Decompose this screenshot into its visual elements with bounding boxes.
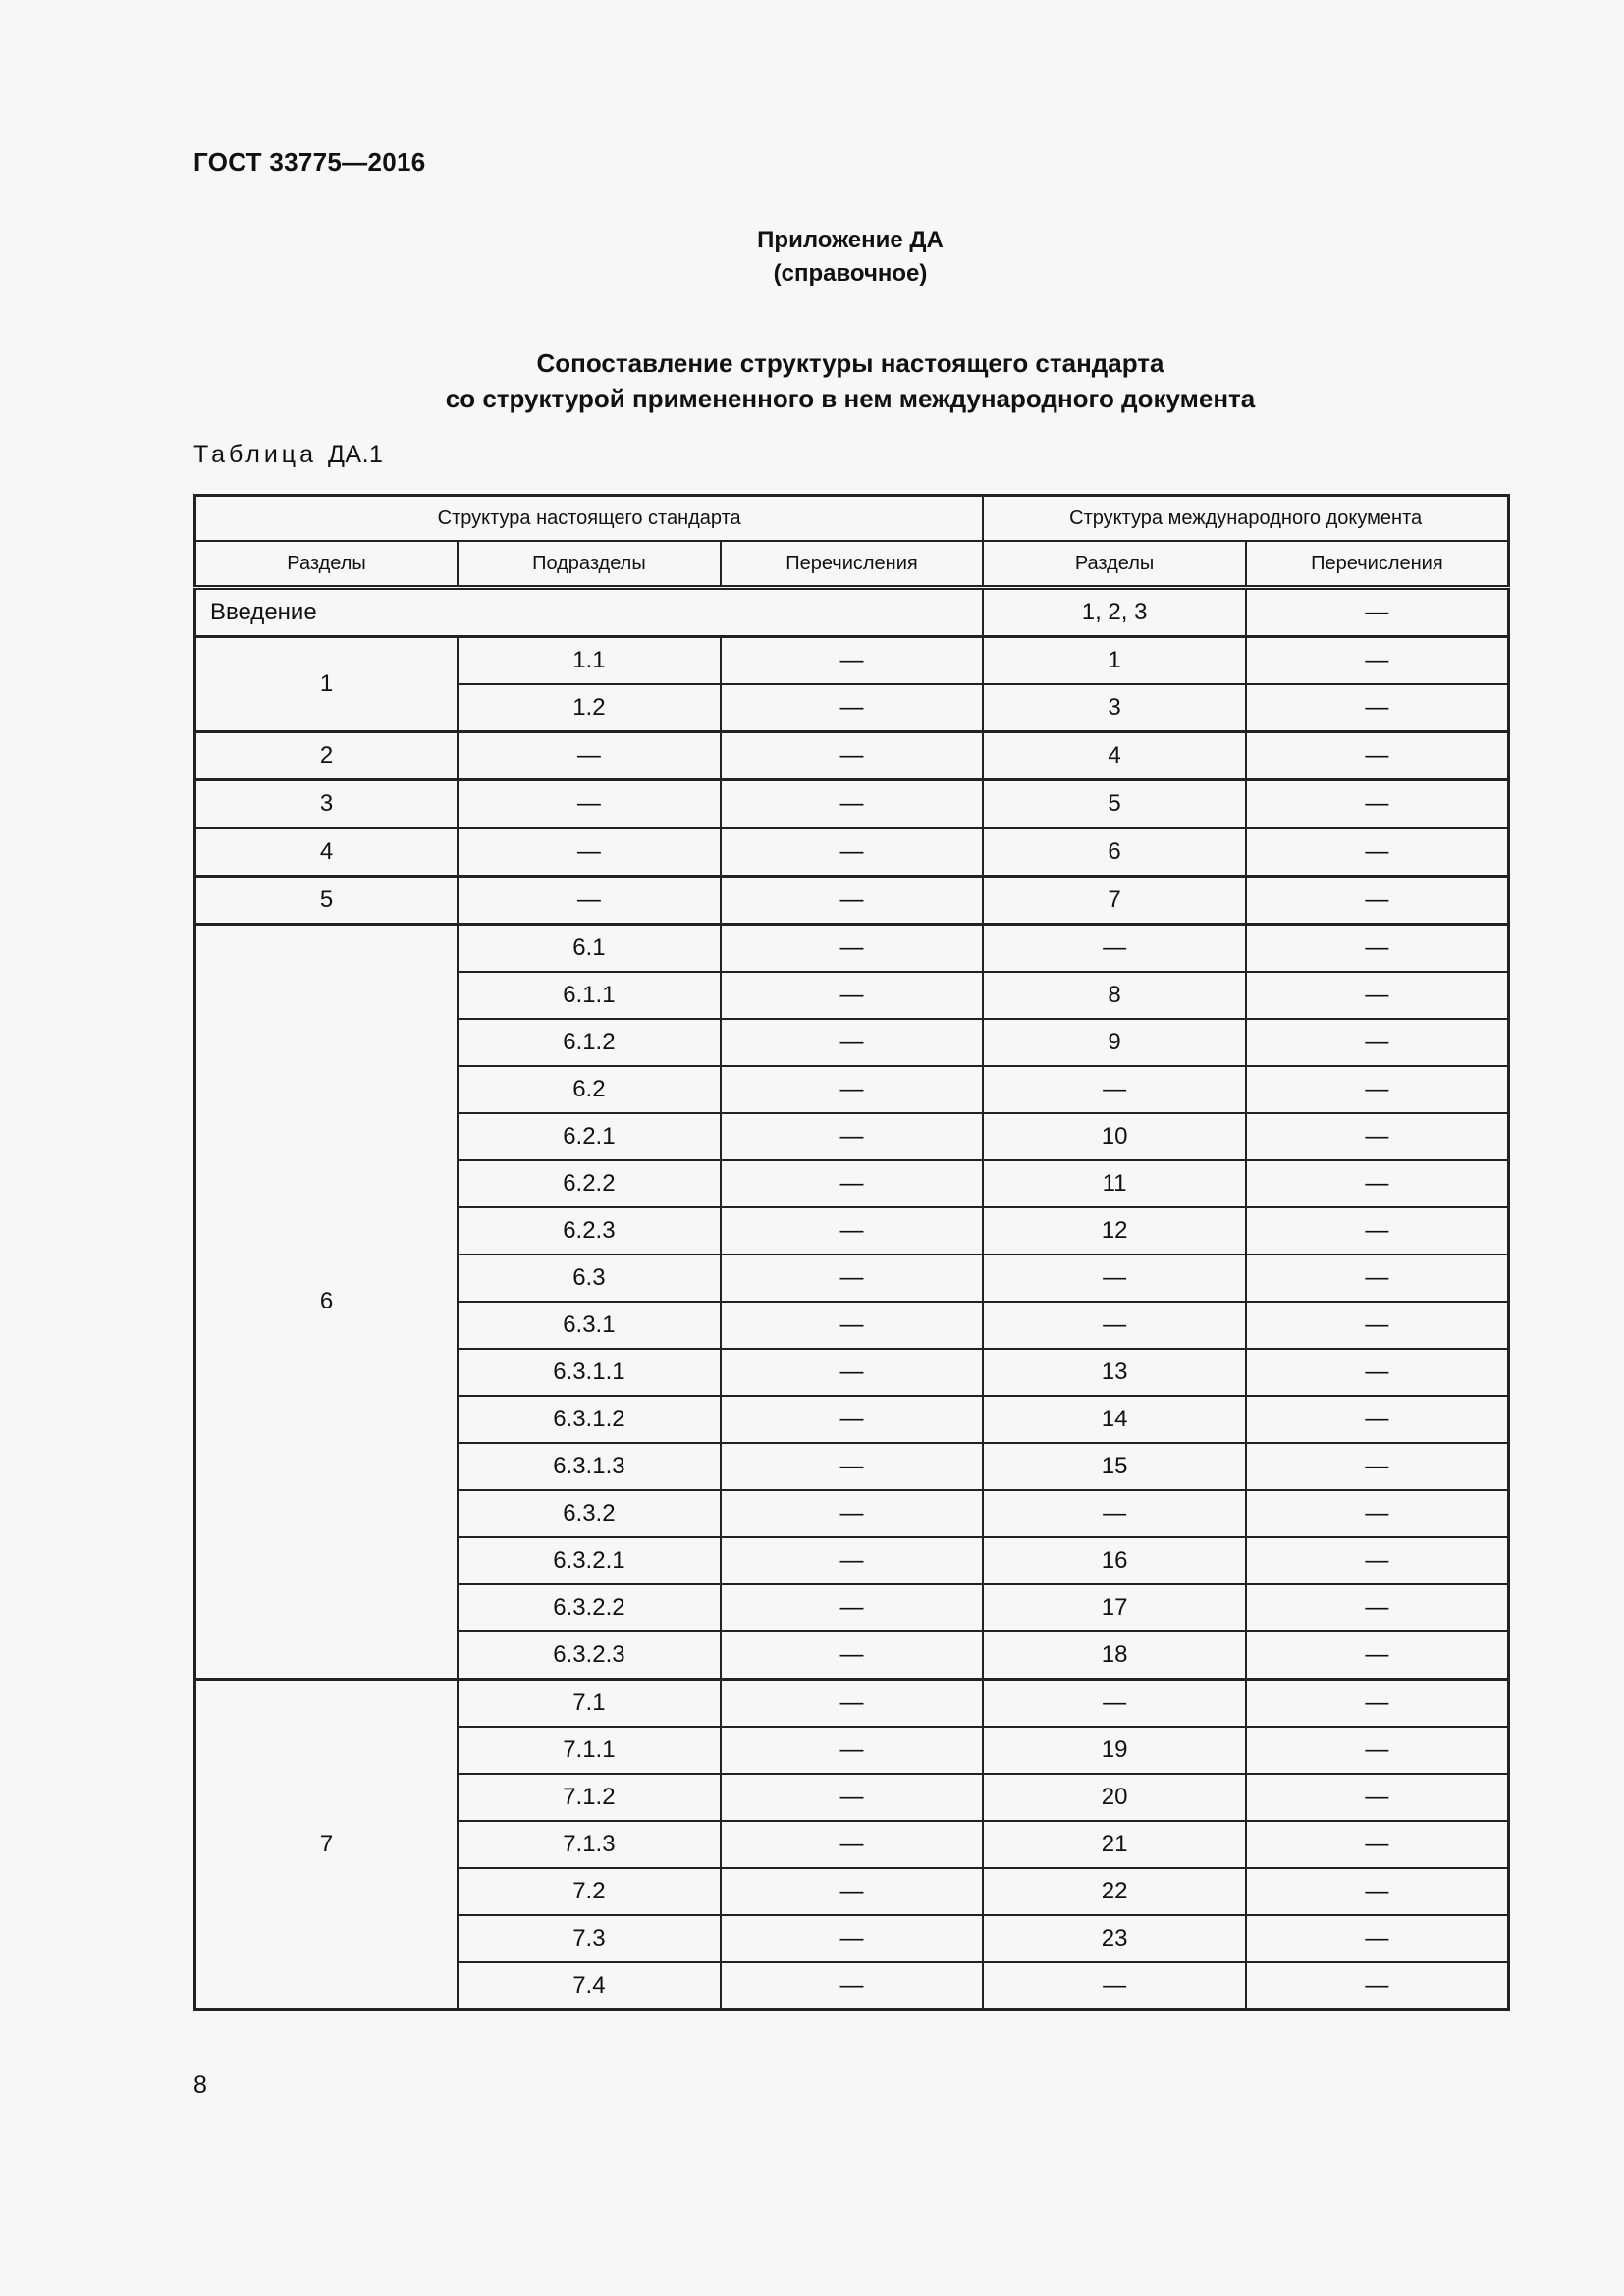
- intl-enumeration-cell: —: [1246, 1962, 1509, 2010]
- subsection-cell: 7.4: [458, 1962, 721, 2010]
- enumeration-cell: —: [721, 1066, 984, 1113]
- intl-section-cell: 17: [983, 1584, 1246, 1631]
- subsection-cell: —: [458, 877, 721, 925]
- section-cell: 1: [195, 637, 459, 732]
- group-header-international: Структура международного документа: [983, 496, 1508, 542]
- table-body: [195, 588, 1509, 2010]
- intl-section-cell: 13: [983, 1349, 1246, 1396]
- page-title-line-1: Сопоставление структуры настоящего стандарта: [536, 348, 1164, 378]
- enumeration-cell: —: [721, 1821, 984, 1868]
- intl-section-cell: 14: [983, 1396, 1246, 1443]
- table-caption-word: Таблица: [193, 441, 318, 468]
- table-row: [195, 925, 1509, 973]
- subsection-cell: 7.1.1: [458, 1727, 721, 1774]
- section-cell: 7: [195, 1680, 459, 2010]
- table-row: [195, 637, 1509, 685]
- intl-enumeration-cell: —: [1246, 1207, 1509, 1255]
- intl-enumeration-cell: —: [1246, 1915, 1509, 1962]
- intl-enumeration-cell: —: [1246, 1868, 1509, 1915]
- intl-enumeration-cell: —: [1246, 972, 1509, 1019]
- table-row: [195, 780, 1509, 828]
- section-cell: 5: [195, 877, 459, 925]
- intl-enumeration-cell: —: [1246, 1113, 1509, 1160]
- section-cell: 4: [195, 828, 459, 877]
- table-group-header-row: [195, 496, 1509, 542]
- enumeration-cell: —: [721, 1160, 984, 1207]
- intl-enumeration-cell: —: [1246, 1443, 1509, 1490]
- subsection-cell: 6.3.1.2: [458, 1396, 721, 1443]
- subsection-cell: 7.1.2: [458, 1774, 721, 1821]
- subsection-cell: 6.1.1: [458, 972, 721, 1019]
- intl-section-cell: 11: [983, 1160, 1246, 1207]
- subsection-cell: 6.2: [458, 1066, 721, 1113]
- enumeration-cell: —: [721, 1207, 984, 1255]
- column-header-intl-enumerations: Перечисления: [1246, 541, 1509, 588]
- intl-enumeration-cell: —: [1246, 1490, 1509, 1537]
- enumeration-cell: —: [721, 1774, 984, 1821]
- subsection-cell: 7.3: [458, 1915, 721, 1962]
- intl-section-cell: 15: [983, 1443, 1246, 1490]
- intl-enumeration-cell: —: [1246, 1349, 1509, 1396]
- intl-enumeration-cell: —: [1246, 1821, 1509, 1868]
- intl-section-cell: 12: [983, 1207, 1246, 1255]
- enumeration-cell: —: [721, 1915, 984, 1962]
- enumeration-cell: —: [721, 828, 984, 877]
- document-id: ГОСТ 33775—2016: [193, 147, 426, 177]
- enumeration-cell: —: [721, 1631, 984, 1680]
- subsection-cell: 6.1: [458, 925, 721, 973]
- intl-enumeration-cell: —: [1246, 1537, 1509, 1584]
- column-header-enumerations: Перечисления: [721, 541, 984, 588]
- subsection-cell: 6.2.3: [458, 1207, 721, 1255]
- intl-section-cell: 8: [983, 972, 1246, 1019]
- intl-section-cell: —: [983, 1066, 1246, 1113]
- subsection-cell: —: [458, 828, 721, 877]
- intl-enumeration-cell: —: [1246, 732, 1509, 780]
- intl-enumeration-cell: —: [1246, 877, 1509, 925]
- column-header-subsections: Подразделы: [458, 541, 721, 588]
- comparison-table: [193, 494, 1510, 2011]
- enumeration-cell: —: [721, 1490, 984, 1537]
- subsection-cell: 7.1: [458, 1680, 721, 1728]
- intl-enumeration-cell: —: [1246, 1727, 1509, 1774]
- subsection-cell: —: [458, 780, 721, 828]
- table-row: [195, 1680, 1509, 1728]
- intl-section-cell: —: [983, 1962, 1246, 2010]
- subsection-cell: 6.3: [458, 1255, 721, 1302]
- intl-section-cell: 6: [983, 828, 1246, 877]
- appendix-heading: [0, 224, 1624, 291]
- subsection-cell: 1.1: [458, 637, 721, 685]
- group-header-national: Структура настоящего стандарта: [195, 496, 984, 542]
- subsection-cell: —: [458, 732, 721, 780]
- enumeration-cell: —: [721, 1396, 984, 1443]
- intl-enumeration-cell: —: [1246, 1019, 1509, 1066]
- intl-section-cell: —: [983, 1680, 1246, 1728]
- intl-section-cell: —: [983, 1302, 1246, 1349]
- enumeration-cell: —: [721, 972, 984, 1019]
- table-row-intro: [195, 588, 1509, 637]
- intl-enumeration-cell: —: [1246, 1066, 1509, 1113]
- intl-section-cell: 16: [983, 1537, 1246, 1584]
- table-row: [195, 732, 1509, 780]
- enumeration-cell: —: [721, 1113, 984, 1160]
- intl-section-cell: 7: [983, 877, 1246, 925]
- subsection-cell: 6.3.2.3: [458, 1631, 721, 1680]
- enumeration-cell: —: [721, 637, 984, 685]
- subsection-cell: 6.3.2: [458, 1490, 721, 1537]
- intl-section-cell: —: [983, 1490, 1246, 1537]
- intl-enumeration-cell: —: [1246, 925, 1509, 973]
- enumeration-cell: —: [721, 1962, 984, 2010]
- intl-enumeration-cell: —: [1246, 828, 1509, 877]
- enumeration-cell: —: [721, 1255, 984, 1302]
- intl-section-cell: 21: [983, 1821, 1246, 1868]
- column-header-intl-sections: Разделы: [983, 541, 1246, 588]
- intl-section-cell: —: [983, 1255, 1246, 1302]
- section-cell: 6: [195, 925, 459, 1680]
- intl-enumeration-cell: —: [1246, 1302, 1509, 1349]
- intl-enumeration-cell: —: [1246, 637, 1509, 685]
- enumeration-cell: —: [721, 1727, 984, 1774]
- subsection-cell: 6.2.2: [458, 1160, 721, 1207]
- appendix-subtitle: (справочное): [773, 260, 928, 287]
- subsection-cell: 7.2: [458, 1868, 721, 1915]
- intl-enumeration-cell: —: [1246, 684, 1509, 732]
- enumeration-cell: —: [721, 1349, 984, 1396]
- page-title: [0, 346, 1624, 416]
- intl-section-cell: 19: [983, 1727, 1246, 1774]
- intl-section-cell: 22: [983, 1868, 1246, 1915]
- intl-enumeration-cell: —: [1246, 1255, 1509, 1302]
- enumeration-cell: —: [721, 684, 984, 732]
- enumeration-cell: —: [721, 877, 984, 925]
- page-title-line-2: со структурой примененного в нем международного документа: [445, 384, 1256, 413]
- table-row: [195, 828, 1509, 877]
- intl-enumeration-cell: —: [1246, 1396, 1509, 1443]
- intl-section-cell: 18: [983, 1631, 1246, 1680]
- table-caption-number: ДА.1: [327, 441, 384, 468]
- intl-section-cell: 5: [983, 780, 1246, 828]
- column-header-sections: Разделы: [195, 541, 459, 588]
- enumeration-cell: —: [721, 1584, 984, 1631]
- section-cell: 2: [195, 732, 459, 780]
- enumeration-cell: —: [721, 925, 984, 973]
- enumeration-cell: —: [721, 1868, 984, 1915]
- subsection-cell: 6.1.2: [458, 1019, 721, 1066]
- intl-section-cell: —: [983, 925, 1246, 973]
- intro-intl-enum: —: [1246, 588, 1509, 637]
- intl-section-cell: 1: [983, 637, 1246, 685]
- subsection-cell: 6.3.1: [458, 1302, 721, 1349]
- enumeration-cell: —: [721, 1019, 984, 1066]
- subsection-cell: 6.2.1: [458, 1113, 721, 1160]
- table-row: [195, 877, 1509, 925]
- intl-section-cell: 3: [983, 684, 1246, 732]
- intl-enumeration-cell: —: [1246, 1774, 1509, 1821]
- intl-enumeration-cell: —: [1246, 1584, 1509, 1631]
- table-header: [195, 496, 1509, 588]
- intl-enumeration-cell: —: [1246, 1160, 1509, 1207]
- subsection-cell: 6.3.2.2: [458, 1584, 721, 1631]
- intl-enumeration-cell: —: [1246, 780, 1509, 828]
- intl-section-cell: 4: [983, 732, 1246, 780]
- intl-section-cell: 9: [983, 1019, 1246, 1066]
- subsection-cell: 7.1.3: [458, 1821, 721, 1868]
- enumeration-cell: —: [721, 1443, 984, 1490]
- enumeration-cell: —: [721, 1680, 984, 1728]
- intro-intl-section: 1, 2, 3: [983, 588, 1246, 637]
- enumeration-cell: —: [721, 1302, 984, 1349]
- page-number: 8: [193, 2071, 207, 2099]
- subsection-cell: 6.3.1.1: [458, 1349, 721, 1396]
- intl-section-cell: 23: [983, 1915, 1246, 1962]
- enumeration-cell: —: [721, 780, 984, 828]
- intl-section-cell: 20: [983, 1774, 1246, 1821]
- intl-enumeration-cell: —: [1246, 1631, 1509, 1680]
- enumeration-cell: —: [721, 732, 984, 780]
- table-column-header-row: [195, 541, 1509, 588]
- intl-section-cell: 10: [983, 1113, 1246, 1160]
- intl-enumeration-cell: —: [1246, 1680, 1509, 1728]
- table-caption: [193, 441, 383, 469]
- appendix-title: Приложение ДА: [757, 227, 944, 253]
- subsection-cell: 6.3.1.3: [458, 1443, 721, 1490]
- subsection-cell: 6.3.2.1: [458, 1537, 721, 1584]
- enumeration-cell: —: [721, 1537, 984, 1584]
- subsection-cell: 1.2: [458, 684, 721, 732]
- intro-label: Введение: [195, 588, 984, 637]
- section-cell: 3: [195, 780, 459, 828]
